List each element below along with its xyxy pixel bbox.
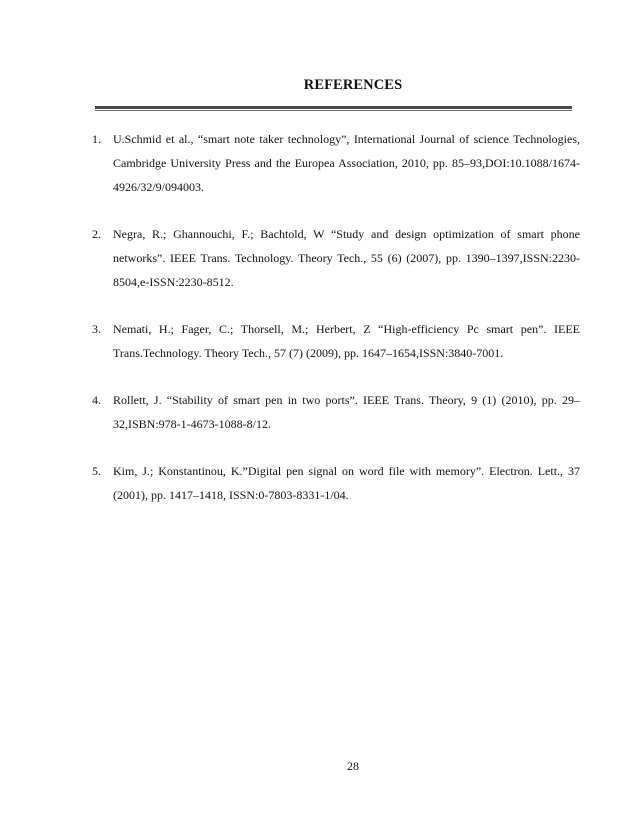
reference-text: Rollett, J. “Stability of smart pen in two ports”. IEEE Trans. Theory, 9 (1) (2010), pp. 29–32,ISBN:978-1-4673-1088-8/12.	[113, 393, 580, 431]
reference-text: U.Schmid et al., “smart note taker technology”, International Journal of science Technologies, Cambridge University Press and the Europea Association, 2010, pp. 85–93,DOI:10.1088/1674-4926/32/9/094003.	[113, 132, 580, 194]
reference-number: 5.	[92, 464, 101, 478]
page-title: REFERENCES	[303, 77, 403, 93]
reference-item	[92, 388, 580, 436]
reference-item	[92, 222, 580, 294]
reference-text: Nemati, H.; Fager, C.; Thorsell, M.; Herbert, Z “High-efficiency Pc smart pen”. IEEE Trans.Technology. Theory Tech., 57 (7) (2009), pp. 1647–1654,ISSN:3840-7001.	[113, 322, 580, 360]
reference-number: 1.	[92, 132, 101, 146]
reference-list	[92, 127, 580, 530]
reference-item	[92, 459, 580, 507]
title-underline	[95, 106, 572, 112]
page-number: 28	[347, 759, 359, 773]
reference-item	[92, 127, 580, 199]
reference-number: 2.	[92, 227, 101, 241]
underline-thin-rule	[95, 110, 572, 111]
reference-text: Kim, J.; Konstantinou, K.”Digital pen signal on word file with memory”. Electron. Lett., 37 (2001), pp. 1417–1418, ISSN:0-7803-8331-1/04.	[113, 464, 580, 502]
reference-number: 4.	[92, 393, 101, 407]
underline-thick-rule	[95, 106, 572, 109]
reference-text: Negra, R.; Ghannouchi, F.; Bachtold, W “Study and design optimization of smart phone networks”. IEEE Trans. Technology. Theory Tech., 55 (6) (2007), pp. 1390–1397,ISSN:2230-8504,e-ISSN:2230-8512.	[113, 227, 580, 289]
reference-number: 3.	[92, 322, 101, 336]
reference-item	[92, 317, 580, 365]
